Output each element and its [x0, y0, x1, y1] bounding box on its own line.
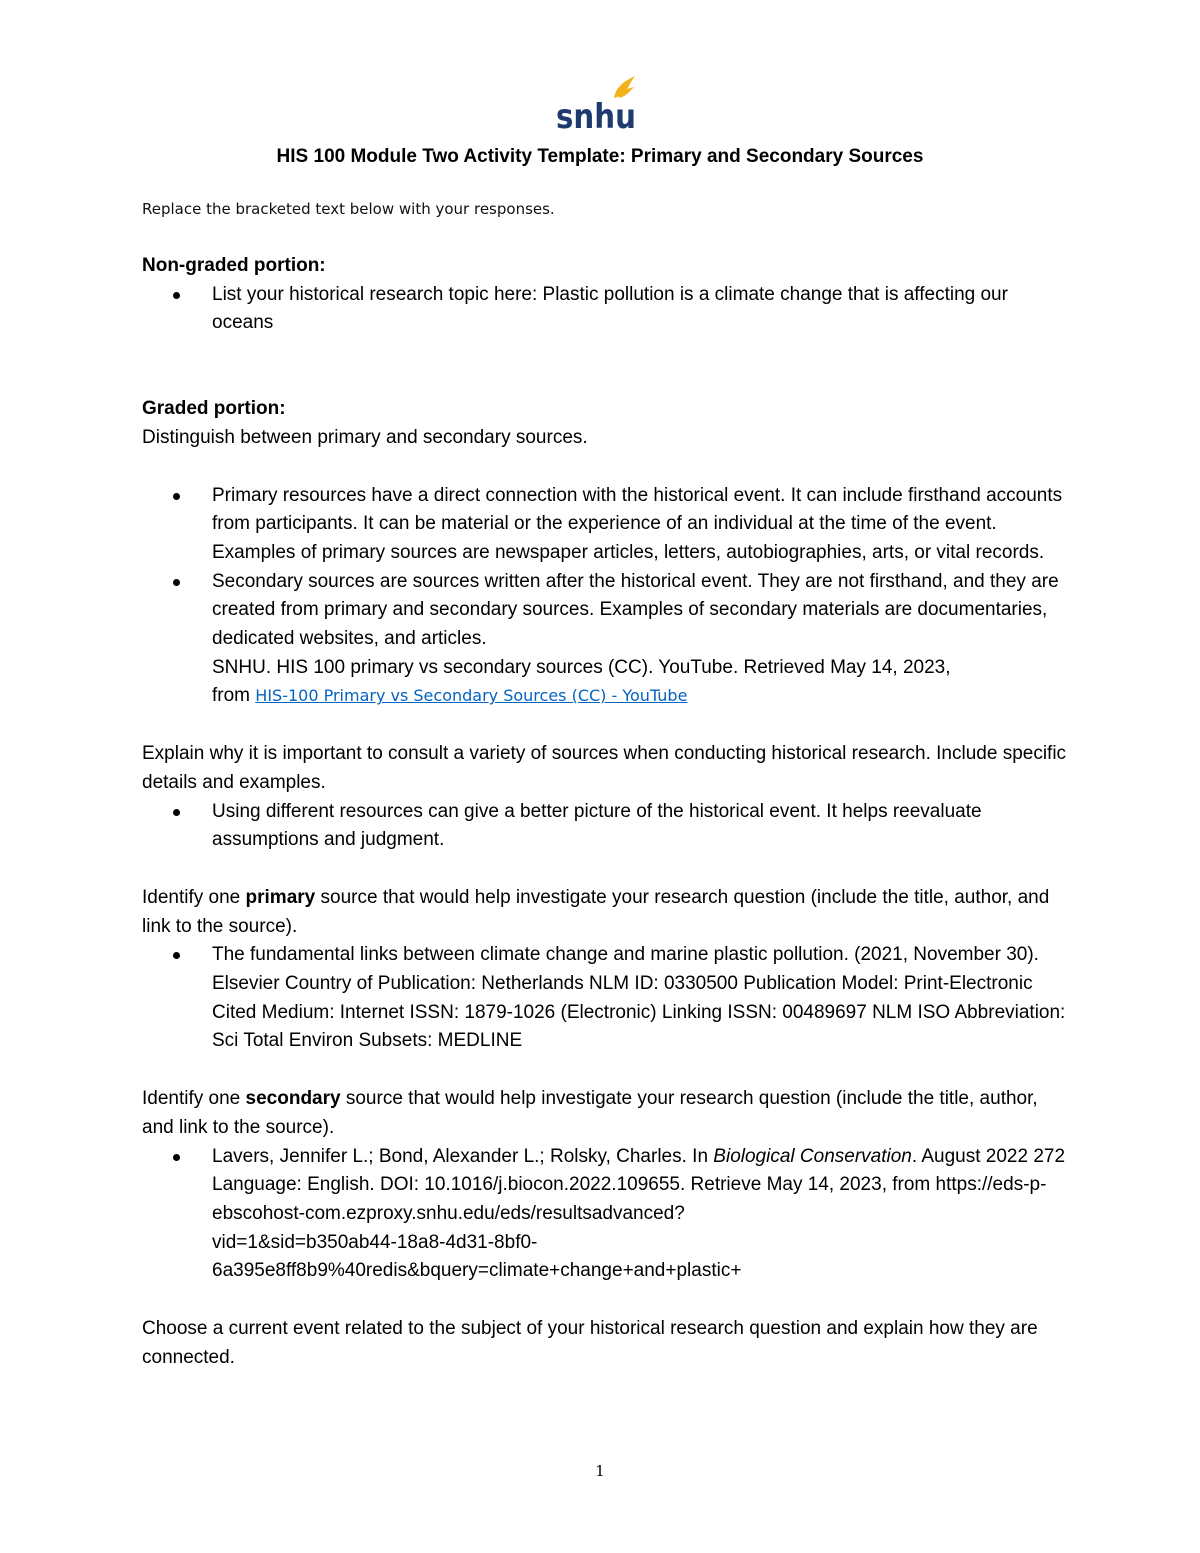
- youtube-link[interactable]: HIS-100 Primary vs Secondary Sources (CC) - YouTube: [255, 686, 688, 706]
- secondary-source-answer: [212, 1146, 1065, 1282]
- snhu-logo-graphic: [556, 76, 640, 132]
- journal-title: Biological Conservation: [713, 1145, 912, 1167]
- secondary-source-question: [142, 1085, 1072, 1142]
- bullet-icon: [173, 1154, 180, 1161]
- variety-list: [142, 798, 1072, 855]
- primary-definition: Primary resources have a direct connection with the historical event. It can include firsthand accounts from participants. It can be material or the experience of an individual at the time of the event. Examples of primary sources are newspaper articles, letters, autobiographies, arts, or vital records.: [212, 484, 1063, 563]
- bullet-icon: [173, 809, 180, 816]
- question-emphasis: secondary: [245, 1088, 341, 1110]
- distinguish-prompt: Distinguish between primary and secondary sources.: [142, 426, 588, 448]
- secondary-definition: Secondary sources are sources written after the historical event. They are not firsthand, and they are created from primary and secondary sources. Examples of secondary materials are documentaries, dedicated websites, and articles.: [212, 570, 1059, 650]
- list-item: [142, 1143, 1072, 1287]
- variety-answer: Using different resources can give a better picture of the historical event. It helps reevaluate assumptions and judgment.: [212, 800, 982, 851]
- question-text: source that would help investigate your research question (include the title, author, and link to the source).: [142, 886, 1050, 937]
- list-item: [142, 568, 1072, 712]
- question-text: Identify one: [142, 886, 246, 908]
- answer-url: 6a395e8ff8b9%40redis&bquery=climate+change+and+plastic+: [212, 1260, 742, 1282]
- bullet-icon: [173, 952, 180, 959]
- bullet-icon: [173, 579, 180, 586]
- answer-text: Lavers, Jennifer L.; Bond, Alexander L.; Rolsky, Charles. In: [212, 1145, 714, 1167]
- answer-url: vid=1&sid=b350ab44-18a8-4d31-8bf0-: [212, 1231, 538, 1253]
- document-body: [142, 252, 1072, 1373]
- primary-source-list: [142, 941, 1072, 1056]
- list-item: [142, 482, 1072, 568]
- list-item: [142, 281, 1072, 338]
- sources-list: [142, 482, 1072, 712]
- bullet-icon: [173, 493, 180, 500]
- nongraded-list: [142, 281, 1072, 338]
- question-emphasis: primary: [245, 886, 316, 908]
- instructions: Replace the bracketed text below with your responses.: [142, 200, 555, 218]
- primary-source-answer: The fundamental links between climate change and marine plastic pollution. (2021, November 30). Elsevier Country of Publication: Netherlands NLM ID: 0330500 Publication Model: Print-Electronic Cited Medium: Internet ISSN: 1879-1026 (Electronic) Linking ISSN: 00489697 NLM ISO Abbreviation: Sci Total Environ Subsets: MEDLINE: [212, 944, 1066, 1052]
- secondary-source-list: [142, 1143, 1072, 1287]
- nongraded-heading: Non-graded portion:: [142, 255, 326, 276]
- list-item: [142, 798, 1072, 855]
- document-title: HIS 100 Module Two Activity Template: Primary and Secondary Sources: [276, 146, 924, 167]
- svg-text:snhu: snhu: [556, 97, 636, 132]
- question-text: Identify one: [142, 1088, 246, 1110]
- current-event-question: Choose a current event related to the subject of your historical research question and explain how they are connected.: [142, 1318, 1038, 1368]
- page-number: 1: [595, 1462, 605, 1480]
- answer-text: . August 2022 272 Language: English. DOI: 10.1016/j.biocon.2022.109655. Retrieve May 14, 2023, from https://eds-p-ebscohost-com.ezproxy.snhu.edu/eds/resultsadvanced?: [212, 1145, 1066, 1224]
- citation-text: SNHU. HIS 100 primary vs secondary sources (CC). YouTube. Retrieved May 14, 2023,: [212, 656, 951, 678]
- graded-heading: Graded portion:: [142, 398, 286, 420]
- list-item: [142, 941, 1072, 1056]
- citation-from: from: [212, 685, 256, 707]
- bullet-icon: [173, 292, 180, 299]
- primary-source-question: [142, 884, 1072, 941]
- topic-text: List your historical research topic here: Plastic pollution is a climate change that is affecting our oceans: [212, 283, 1008, 334]
- variety-question: Explain why it is important to consult a variety of sources when conducting historical research. Include specific details and examples.: [142, 743, 1067, 793]
- snhu-logo: [556, 76, 640, 132]
- question-text: source that would help investigate your research question (include the title, author, and link to the source).: [142, 1088, 1038, 1138]
